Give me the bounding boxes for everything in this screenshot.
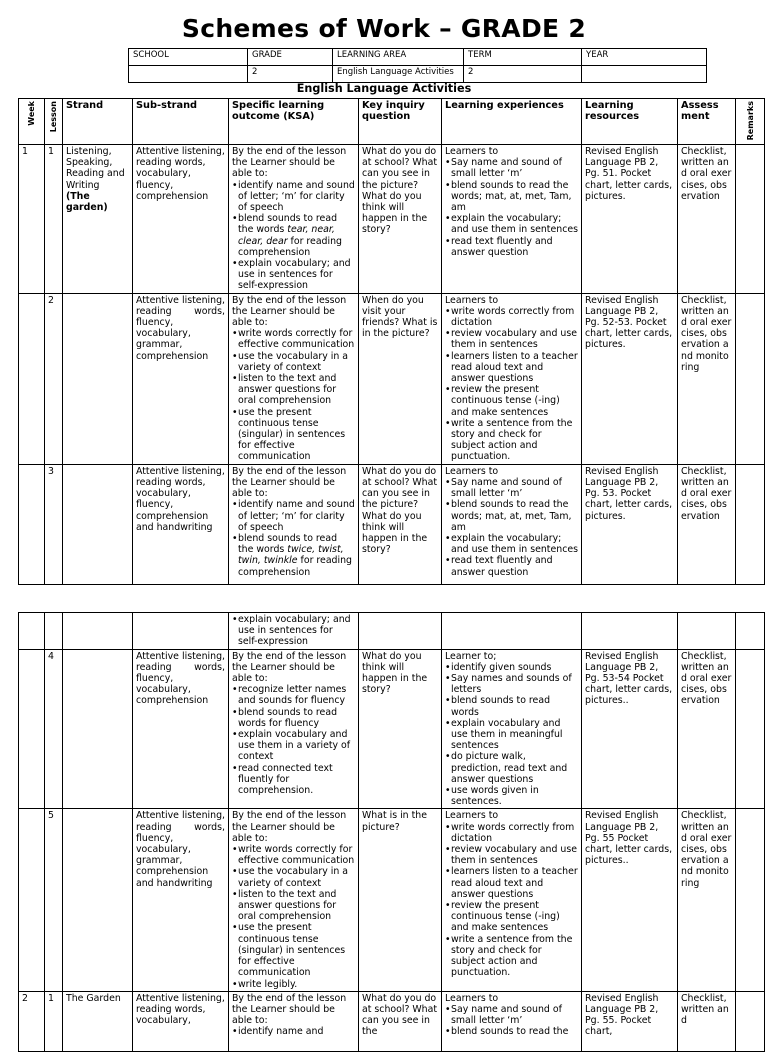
slo-item: • use the vocabulary in a variety of context xyxy=(232,866,355,888)
table-row xyxy=(19,649,765,809)
week-cell xyxy=(19,809,45,991)
slo-item: • identify name and sound of letter; ‘m’ for clarity of speech xyxy=(232,499,355,533)
week-column-header xyxy=(19,99,45,145)
slo-intro: By the end of the lesson the Learner should be able to: xyxy=(232,992,347,1027)
info-area-value: English Language Activities xyxy=(333,66,464,83)
slo-item xyxy=(232,533,355,578)
strand-cell xyxy=(63,809,133,991)
assessment-cell xyxy=(678,613,736,650)
experiences-column-header: Learning experiences xyxy=(442,99,582,145)
experience-item: • Say name and sound of small letter ‘m’ xyxy=(445,1004,578,1026)
sub-strand-column-header: Sub-strand xyxy=(133,99,229,145)
kiq-cell: What do you do at school? What can you see in the picture? What do you think will happen in the story? xyxy=(359,145,442,294)
remarks-cell xyxy=(736,649,765,809)
info-value-row xyxy=(129,66,707,83)
resources-cell: Revised English Language PB 2, Pg. 51. Pocket chart, letter cards, pictures. xyxy=(582,145,678,294)
slo-intro: By the end of the lesson the Learner should be able to: xyxy=(232,650,347,685)
sub-strand-cell xyxy=(133,613,229,650)
info-area-label: LEARNING AREA xyxy=(333,49,464,66)
remarks-header-text: Remarks xyxy=(745,101,755,141)
table-row xyxy=(19,464,765,584)
resources-cell: Revised English Language PB 2, Pg. 55 Pocket chart, letter cards, pictures.. xyxy=(582,809,678,991)
slo-cell xyxy=(229,649,359,809)
experience-item: • learners listen to a teacher read aloud text and answer questions xyxy=(445,866,578,900)
sub-strand-cell: Attentive listening, reading words, fluency, vocabulary, grammar, comprehension xyxy=(133,293,229,464)
experience-item: • write words correctly from dictation xyxy=(445,822,578,844)
assessment-cell: Checklist, written and oral exercises, observation and monitoring xyxy=(678,293,736,464)
strand-cell xyxy=(63,613,133,650)
slo-cell xyxy=(229,613,359,650)
slo-text: for reading comprehension xyxy=(238,555,353,578)
table-row xyxy=(19,145,765,294)
experiences-intro: Learners to xyxy=(445,992,499,1004)
slo-item: • recognize letter names and sounds for fluency xyxy=(232,684,355,706)
remarks-cell xyxy=(736,145,765,294)
assessment-cell: Checklist, written and xyxy=(678,991,736,1051)
experience-item: • Say name and sound of small letter ‘m’ xyxy=(445,477,578,499)
sub-strand-cell: Attentive listening, reading words, fluency, vocabulary, grammar, comprehension and handwriting xyxy=(133,809,229,991)
table-row xyxy=(19,991,765,1051)
experience-item: • Say name and sound of small letter ‘m’ xyxy=(445,157,578,179)
slo-cell xyxy=(229,991,359,1051)
page-title: Schemes of Work – GRADE 2 xyxy=(181,14,587,43)
remarks-cell xyxy=(736,809,765,991)
strand-column-header: Strand xyxy=(63,99,133,145)
strand-cell xyxy=(63,293,133,464)
week-cell: 1 xyxy=(19,145,45,294)
assessment-cell: Checklist, written and oral exercises, observation xyxy=(678,145,736,294)
strand-theme: (The garden) xyxy=(66,190,108,214)
experience-item: • read text fluently and answer question xyxy=(445,236,578,258)
slo-intro: By the end of the lesson the Learner should be able to: xyxy=(232,146,347,180)
slo-item: • use the present continuous tense (singular) in sentences for effective communication xyxy=(232,922,355,978)
kiq-cell: What do you do at school? What can you see in the xyxy=(359,991,442,1051)
kiq-cell xyxy=(359,613,442,650)
experience-item: • write a sentence from the story and check for subject action and punctuation. xyxy=(445,418,578,463)
strand-cell xyxy=(63,145,133,294)
resources-cell: Revised English Language PB 2, Pg. 52-53. Pocket chart, letter cards, pictures. xyxy=(582,293,678,464)
experiences-cell xyxy=(442,464,582,584)
week-header-text: Week xyxy=(27,101,36,126)
experience-item: • blend sounds to read words xyxy=(445,695,578,717)
experience-item: • do picture walk, prediction, read text and answer questions xyxy=(445,751,578,785)
assessment-cell: Checklist, written and oral exercises, observation and monitoring xyxy=(678,809,736,991)
slo-text: blend sounds to read the words xyxy=(238,532,338,556)
resources-column-header: Learning resources xyxy=(582,99,678,145)
experiences-intro: Learners to xyxy=(445,810,499,822)
week-cell xyxy=(19,293,45,464)
slo-item: • read connected text fluently for comprehension. xyxy=(232,763,355,797)
sub-strand-cell: Attentive listening, reading words, vocabulary, fluency, comprehension and handwriting xyxy=(133,464,229,584)
slo-column-header: Specific learning outcome (KSA) xyxy=(229,99,359,145)
info-header-row xyxy=(129,49,707,66)
resources-cell: Revised English Language PB 2, Pg. 53-54 Pocket chart, letter cards, pictures.. xyxy=(582,649,678,809)
experiences-intro: Learners to xyxy=(445,465,499,477)
strand-cell xyxy=(63,464,133,584)
lesson-column-header xyxy=(45,99,63,145)
assessment-column-header: Assess ment xyxy=(678,99,736,145)
assessment-cell: Checklist, written and oral exercises, observation xyxy=(678,649,736,809)
experiences-intro: Learner to; xyxy=(445,650,497,662)
slo-cell xyxy=(229,145,359,294)
experiences-cell xyxy=(442,649,582,809)
experiences-cell xyxy=(442,145,582,294)
sub-strand-cell: Attentive listening, reading words, vocabulary, fluency, comprehension xyxy=(133,145,229,294)
slo-item: • use the present continuous tense (singular) in sentences for effective communication xyxy=(232,407,355,463)
remarks-column-header xyxy=(736,99,765,145)
scheme-table-2 xyxy=(18,612,765,1052)
experiences-cell xyxy=(442,293,582,464)
experiences-cell xyxy=(442,613,582,650)
remarks-cell xyxy=(736,991,765,1051)
slo-text: blend sounds to read the words xyxy=(238,213,338,236)
info-grade-label: GRADE xyxy=(248,49,333,66)
experience-item: • blend sounds to read the xyxy=(445,1026,578,1037)
sub-strand-cell: Attentive listening, reading words, vocabulary, xyxy=(133,991,229,1051)
slo-cell xyxy=(229,464,359,584)
learning-area-subtitle: English Language Activities xyxy=(296,82,472,95)
sub-strand-cell: Attentive listening, reading words, fluency, vocabulary, comprehension xyxy=(133,649,229,809)
info-year-value xyxy=(582,66,707,83)
kiq-cell: What do you think will happen in the story? xyxy=(359,649,442,809)
lesson-cell: 3 xyxy=(45,464,63,584)
kiq-column-header: Key inquiry question xyxy=(359,99,442,145)
experience-item: • use words given in sentences. xyxy=(445,785,578,807)
experience-item: • explain the vocabulary; and use them in sentences xyxy=(445,213,578,235)
week-cell xyxy=(19,464,45,584)
week-cell xyxy=(19,613,45,650)
slo-item xyxy=(232,213,355,258)
resources-cell xyxy=(582,613,678,650)
slo-cell xyxy=(229,293,359,464)
lesson-cell: 1 xyxy=(45,145,63,294)
strand-cell: The Garden xyxy=(63,991,133,1051)
lesson-header-text: Lesson xyxy=(49,101,58,133)
slo-cell xyxy=(229,809,359,991)
scheme-table-1 xyxy=(18,98,765,585)
experience-item: • write words correctly from dictation xyxy=(445,306,578,328)
slo-item: • identify name and sound of letter; ‘m’ for clarity of speech xyxy=(232,180,355,214)
experience-item: • explain the vocabulary; and use them in sentences xyxy=(445,533,578,555)
strand-text: Listening, Speaking, Reading and Writing xyxy=(66,146,125,191)
slo-words: twice, twist, twin, twinkle xyxy=(238,544,344,567)
slo-text: for reading comprehension xyxy=(238,235,343,258)
experience-item: • read text fluently and answer question xyxy=(445,555,578,577)
slo-intro: By the end of the lesson the Learner should be able to: xyxy=(232,465,347,500)
experiences-cell xyxy=(442,809,582,991)
table-row xyxy=(19,613,765,650)
lesson-cell: 4 xyxy=(45,649,63,809)
assessment-cell: Checklist, written and oral exercises, observation xyxy=(678,464,736,584)
slo-item: • explain vocabulary; and use in sentences for self-expression xyxy=(232,258,355,292)
info-grade-value: 2 xyxy=(248,66,333,83)
slo-item: • explain vocabulary and use them in a variety of context xyxy=(232,729,355,763)
slo-item: • listen to the text and answer questions for oral comprehension xyxy=(232,373,355,407)
experience-item: • blend sounds to read the words; mat, at, met, Tam, am xyxy=(445,180,578,214)
slo-item: • identify name and xyxy=(232,1026,355,1037)
experience-item: • learners listen to a teacher read aloud text and answer questions xyxy=(445,351,578,385)
lesson-cell: 1 xyxy=(45,991,63,1051)
experience-item: • review vocabulary and use them in sentences xyxy=(445,844,578,866)
experience-item: • Say names and sounds of letters xyxy=(445,673,578,695)
lesson-cell: 5 xyxy=(45,809,63,991)
resources-cell: Revised English Language PB 2, Pg. 55. Pocket chart, xyxy=(582,991,678,1051)
kiq-cell: What is in the picture? xyxy=(359,809,442,991)
slo-intro: By the end of the lesson the Learner should be able to: xyxy=(232,294,347,329)
table-row xyxy=(19,809,765,991)
info-school-label: SCHOOL xyxy=(129,49,248,66)
slo-item: • blend sounds to read words for fluency xyxy=(232,707,355,729)
slo-words: tear, near, clear, dear xyxy=(238,224,335,247)
experience-item: • review vocabulary and use them in sentences xyxy=(445,328,578,350)
slo-item: • listen to the text and answer questions for oral comprehension xyxy=(232,889,355,923)
info-table xyxy=(128,48,707,83)
remarks-cell xyxy=(736,464,765,584)
info-year-label: YEAR xyxy=(582,49,707,66)
table-header-row xyxy=(19,99,765,145)
kiq-cell: When do you visit your friends? What is in the picture? xyxy=(359,293,442,464)
experience-item: • write a sentence from the story and check for subject action and punctuation. xyxy=(445,934,578,979)
strand-cell xyxy=(63,649,133,809)
experience-item: • explain vocabulary and use them in meaningful sentences xyxy=(445,718,578,752)
lesson-cell xyxy=(45,613,63,650)
info-term-value: 2 xyxy=(464,66,582,83)
slo-item: • use the vocabulary in a variety of context xyxy=(232,351,355,373)
slo-item: • explain vocabulary; and use in sentences for self-expression xyxy=(232,614,355,648)
kiq-cell: What do you do at school? What can you see in the picture? What do you think will happen in the story? xyxy=(359,464,442,584)
slo-item: • write words correctly for effective communication xyxy=(232,844,355,866)
table-row xyxy=(19,293,765,464)
week-cell: 2 xyxy=(19,991,45,1051)
experiences-intro: Learners to xyxy=(445,294,499,306)
info-term-label: TERM xyxy=(464,49,582,66)
experience-item: • review the present continuous tense (-ing) and make sentences xyxy=(445,384,578,418)
slo-item: • write legibly. xyxy=(232,979,355,990)
remarks-cell xyxy=(736,613,765,650)
info-school-value xyxy=(129,66,248,83)
slo-intro: By the end of the lesson the Learner should be able to: xyxy=(232,810,347,844)
experience-item: • review the present continuous tense (-ing) and make sentences xyxy=(445,900,578,934)
week-cell xyxy=(19,649,45,809)
slo-item: • write words correctly for effective communication xyxy=(232,328,355,350)
experiences-cell xyxy=(442,991,582,1051)
experience-item: • blend sounds to read the words; mat, at, met, Tam, am xyxy=(445,499,578,533)
remarks-cell xyxy=(736,293,765,464)
lesson-cell: 2 xyxy=(45,293,63,464)
experiences-intro: Learners to xyxy=(445,146,499,157)
resources-cell: Revised English Language PB 2, Pg. 53. Pocket chart, letter cards, pictures. xyxy=(582,464,678,584)
experience-item: • identify given sounds xyxy=(445,662,578,673)
